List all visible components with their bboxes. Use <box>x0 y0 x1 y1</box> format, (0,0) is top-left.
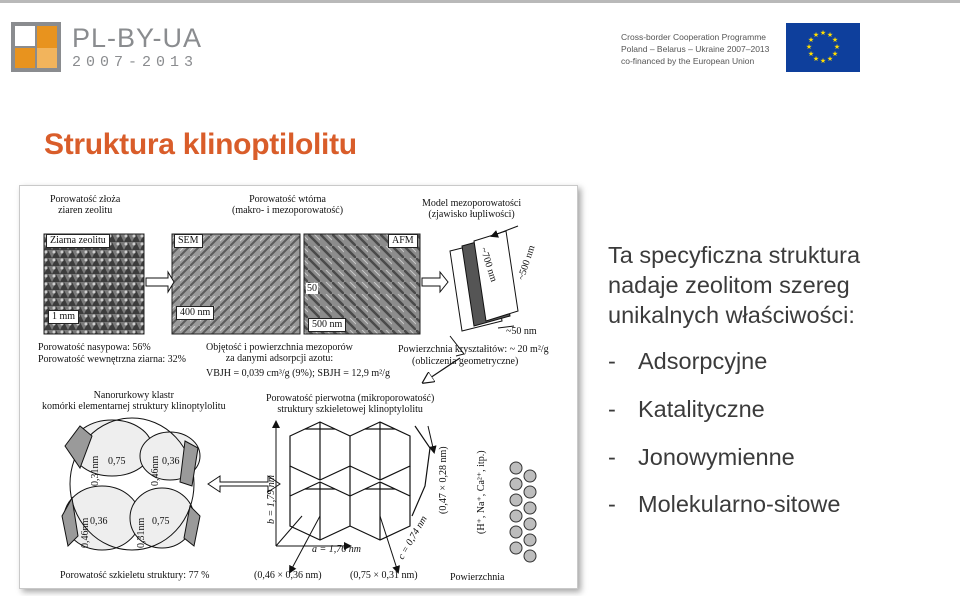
label-wewnetrzna: Porowatość wewnętrzna ziarna: 32% <box>38 354 186 365</box>
programme-line: Poland – Belarus – Ukraine 2007–2013 <box>621 44 770 54</box>
svg-text:★: ★ <box>807 50 815 58</box>
svg-text:★: ★ <box>812 55 820 63</box>
bullet-item <box>608 348 767 375</box>
programme-line: co-financed by the European Union <box>621 56 755 66</box>
label-nasypowa: Porowatość nasypowa: 56% <box>38 342 151 353</box>
svg-text:★: ★ <box>805 43 813 51</box>
scale-1mm: 1 mm <box>48 310 79 324</box>
svg-text:★: ★ <box>831 36 839 44</box>
scale-400nm: 400 nm <box>176 306 214 320</box>
bullet-text: Katalityczne <box>638 396 765 422</box>
bullet-item <box>608 491 840 518</box>
pl-by-ua-logo-icon <box>11 22 61 72</box>
dim-cluster: 0,75 <box>108 456 126 467</box>
dim-cluster: 0,46nm <box>80 517 91 548</box>
dim-500: ~500 nm <box>516 244 538 282</box>
zeolite-structure-figure <box>19 185 578 589</box>
bullet-text: Molekularno-sitowe <box>638 491 841 517</box>
dim-cluster: 0,31nm <box>136 517 147 548</box>
label-pierwotna: Porowatość pierwotna (mikroporowatość) struktury szkieletowej klinoptylolitu <box>266 393 435 415</box>
programme-line: Cross-border Cooperation Programme <box>621 32 767 42</box>
bullet-dash: - <box>608 348 616 374</box>
dim-cluster: 0,46nm <box>150 455 161 486</box>
dim-700: ~700 nm <box>477 246 500 284</box>
svg-text:★: ★ <box>807 36 815 44</box>
eu-flag-icon <box>786 23 860 72</box>
label-sem: SEM <box>174 234 203 248</box>
bullet-text: Jonowymienne <box>638 444 795 470</box>
slide-title: Struktura klinoptilolitu <box>44 128 357 161</box>
label-powierzchnia: Powierzchnia <box>450 572 505 583</box>
logo-name: PL-BY-UA <box>72 23 203 53</box>
dim-cluster: 0,36 <box>90 516 108 527</box>
svg-text:★: ★ <box>826 31 834 39</box>
label-ziarna: Ziarna zeolitu <box>46 234 110 248</box>
svg-text:★: ★ <box>812 31 820 39</box>
label-nanorurkowy: Nanorurkowy klastr komórki elementarnej struktury klinoptylolitu <box>42 390 226 412</box>
label-vbjh: VBJH = 0,039 cm³/g (9%); SBJH = 12,9 m²/g <box>206 368 390 379</box>
programme-info <box>621 31 769 67</box>
channel-dim: (0,46 × 0,36 nm) <box>254 570 322 581</box>
svg-text:★: ★ <box>826 55 834 63</box>
svg-text:★: ★ <box>831 50 839 58</box>
bullet-dash: - <box>608 491 616 517</box>
dim-cluster: 0,31nm <box>90 455 101 486</box>
label-model: Model mezoporowatości (zjawisko łupliwości) <box>422 198 522 220</box>
dim-50: ~50 nm <box>506 326 537 337</box>
bullet-item <box>608 444 795 471</box>
axis-b: b = 1,79 nm <box>266 475 277 524</box>
label-szkieletu: Porowatość szkieletu struktury: 77 % <box>60 570 210 581</box>
intro-text <box>608 240 860 330</box>
logo-years: 2007-2013 <box>72 54 199 71</box>
top-rule <box>0 0 960 3</box>
bullet-item <box>608 396 765 423</box>
scale-50: 50 <box>307 283 317 294</box>
bullet-text: Adsorpcyjne <box>638 348 768 374</box>
label-porowatosc-zloza: Porowatość złoża ziaren zeolitu <box>50 194 121 216</box>
bullet-dash: - <box>608 396 616 422</box>
svg-text:★: ★ <box>833 43 841 51</box>
label-cations: (H⁺, Na⁺, Ca²⁺, itp.) <box>476 450 487 534</box>
label-afm: AFM <box>388 234 418 248</box>
dim-cluster: 0,75 <box>152 516 170 527</box>
intro-line: Ta specyficzna struktura <box>608 242 861 268</box>
label-objetosc: Objętość i powierzchnia mezoporów za danymi adsorpcji azotu: <box>206 342 353 364</box>
axis-c: c = 0,74 nm <box>396 514 430 562</box>
label-krysztalitow: Powierzchnia kryształitów: ~ 20 m²/g <box>398 344 549 355</box>
scale-500nm: 500 nm <box>308 318 346 332</box>
axis-a: a = 1,76 nm <box>312 544 361 555</box>
intro-line: nadaje zeolitom szereg <box>608 272 850 298</box>
dim-cluster: 0,36 <box>162 456 180 467</box>
label-obliczenia: (obliczenia geometryczne) <box>412 356 519 367</box>
logo-wordmark <box>72 24 202 72</box>
intro-line: unikalnych właściwości: <box>608 302 855 328</box>
channel-dim: (0,47 × 0,28 nm) <box>438 446 449 514</box>
svg-text:★: ★ <box>819 29 827 37</box>
bullet-dash: - <box>608 444 616 470</box>
svg-text:★: ★ <box>819 57 827 65</box>
channel-dim: (0,75 × 0,31 nm) <box>350 570 418 581</box>
label-porowatosc-wtorna: Porowatość wtórna (makro- i mezoporowatość) <box>232 194 344 216</box>
